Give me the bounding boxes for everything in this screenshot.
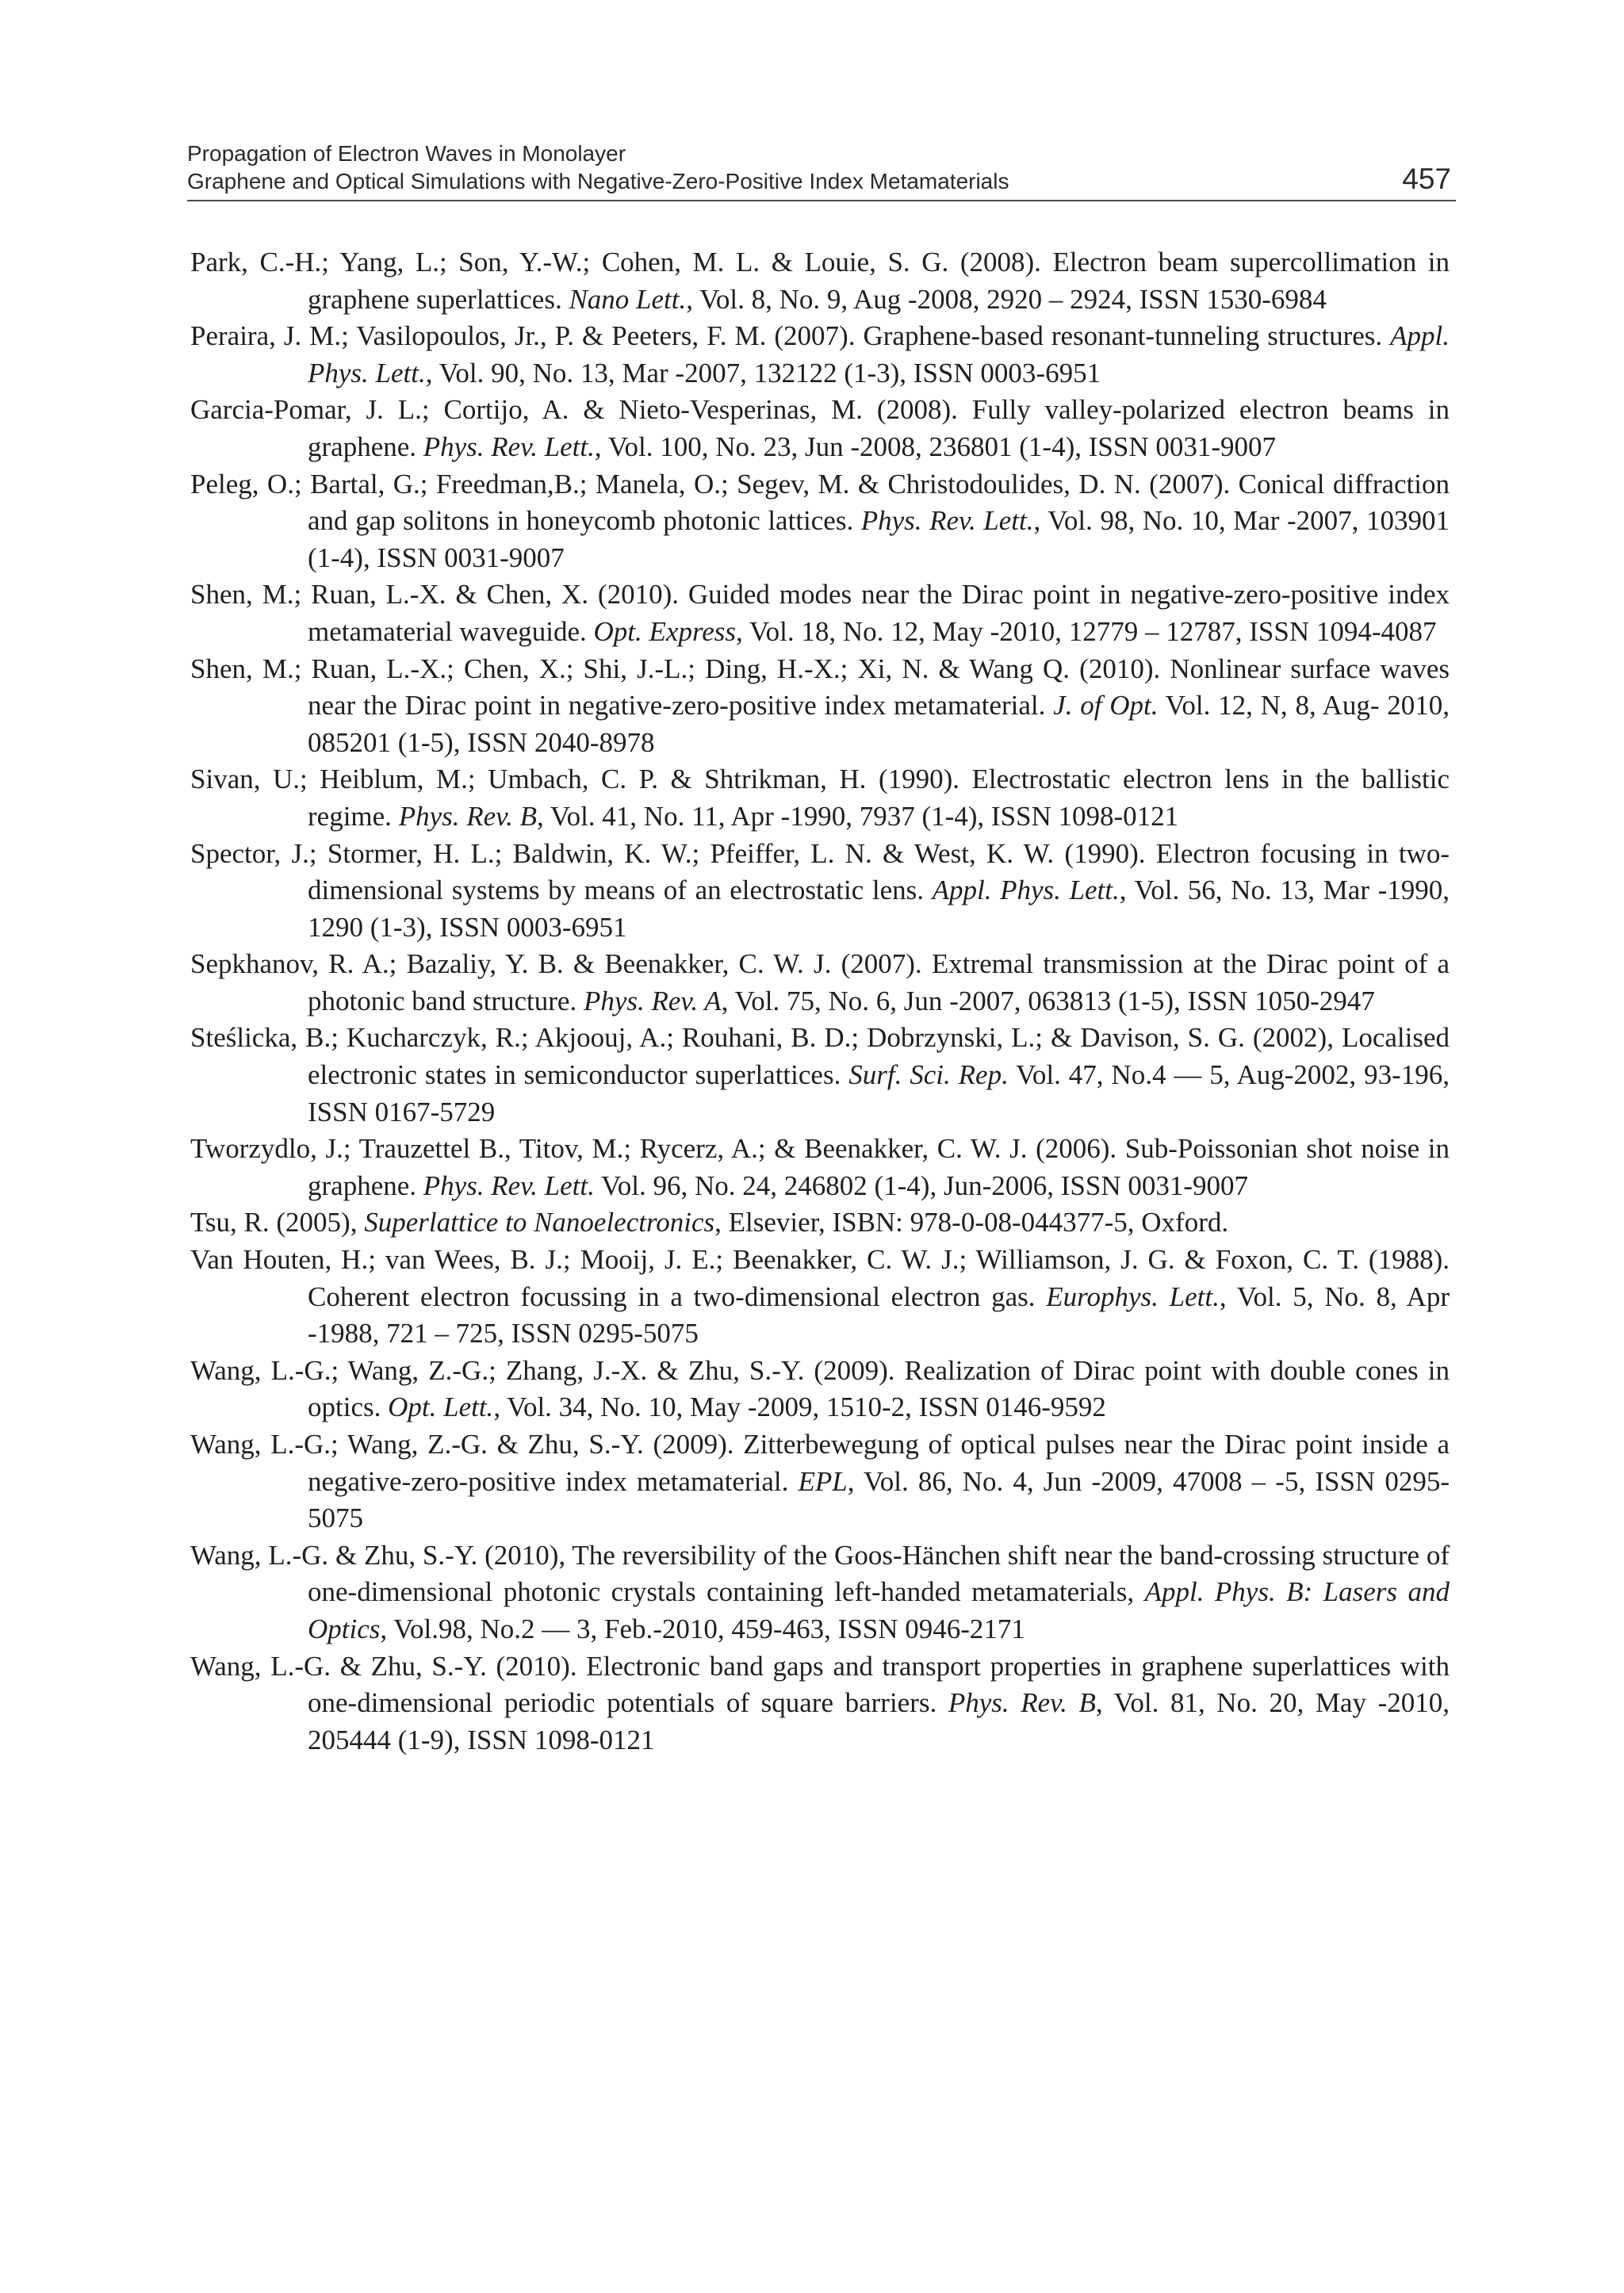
reference-journal: J. of Opt.: [1053, 690, 1159, 722]
reference-entry: [190, 466, 1450, 577]
reference-journal: Nano Lett.: [569, 283, 687, 315]
reference-text: Wang, L.-G.; Wang, Z.-G. & Zhu, S.-Y. (2009). Zitterbewegung of optical pulses near the Dirac point inside a negative-zero-positive index metamaterial.: [190, 1429, 1450, 1497]
reference-entry: [190, 1020, 1450, 1131]
reference-text: Sivan, U.; Heiblum, M.; Umbach, C. P. & Shtrikman, H. (1990). Electrostatic electron lens in the ballistic regime.: [190, 764, 1450, 832]
reference-text: Garcia-Pomar, J. L.; Cortijo, A. & Nieto-Vesperinas, M. (2008). Fully valley-polarized electron beams in graphene.: [190, 394, 1450, 462]
reference-details: , Vol. 81, No. 20, May -2010, 205444 (1-9), ISSN 1098-0121: [308, 1687, 1450, 1755]
reference-details: , Vol. 86, No. 4, Jun -2009, 47008 – -5, ISSN 0295-5075: [308, 1465, 1450, 1534]
reference-text: Tworzydlo, J.; Trauzettel B., Titov, M.; Rycerz, A.; & Beenakker, C. W. J. (2006). Sub-Poissonian shot noise in graphene.: [190, 1133, 1450, 1201]
reference-details: , Vol. 56, No. 13, Mar -1990, 1290 (1-3), ISSN 0003-6951: [308, 875, 1450, 943]
reference-entry: [190, 836, 1450, 947]
running-title-line-1: Propagation of Electron Waves in Monolayer: [187, 141, 626, 166]
reference-entry: [190, 946, 1450, 1020]
reference-journal: Surf. Sci. Rep.: [848, 1059, 1009, 1091]
reference-journal: Phys. Rev. A: [583, 985, 722, 1016]
reference-details: Vol. 12, N, 8, Aug- 2010, 085201 (1-5), ISSN 2040-8978: [308, 690, 1450, 758]
reference-journal: Phys. Rev. B: [398, 800, 537, 832]
reference-journal: Superlattice to Nanoelectronics: [364, 1207, 715, 1238]
reference-text: Shen, M.; Ruan, L.-X. & Chen, X. (2010). Guided modes near the Dirac point in negative-zero-positive index metamaterial waveguide.: [190, 579, 1450, 647]
reference-entry: [190, 318, 1450, 392]
reference-journal: Opt. Express: [593, 615, 737, 647]
reference-journal: Opt. Lett.: [388, 1391, 494, 1423]
reference-text: Shen, M.; Ruan, L.-X.; Chen, X.; Shi, J.-L.; Ding, H.-X.; Xi, N. & Wang Q. (2010). Nonlinear surface waves near the Dirac point in negative-zero-positive index metamaterial.: [190, 653, 1450, 722]
reference-details: , Vol. 100, No. 23, Jun -2008, 236801 (1-4), ISSN 0031-9007: [594, 431, 1276, 462]
reference-text: Wang, L.-G.; Wang, Z.-G.; Zhang, J.-X. & Zhu, S.-Y. (2009). Realization of Dirac point with double cones in optics.: [190, 1354, 1450, 1423]
reference-text: Sepkhanov, R. A.; Bazaliy, Y. B. & Beenakker, C. W. J. (2007). Extremal transmission at the Dirac point of a photonic band structure.: [190, 948, 1450, 1016]
page-number: 457: [1402, 163, 1451, 195]
reference-text: Wang, L.-G. & Zhu, S.-Y. (2010). Electronic band gaps and transport properties in graphene superlattices with one-dimensional periodic potentials of square barriers.: [190, 1650, 1450, 1719]
reference-entry: [190, 392, 1450, 465]
reference-journal: Appl. Phys. Lett.: [932, 875, 1120, 906]
reference-journal: Phys. Rev. Lett.: [423, 431, 595, 462]
reference-text: Tsu, R. (2005),: [190, 1207, 365, 1238]
reference-list: [190, 244, 1450, 1759]
reference-details: , Vol.98, No.2 — 3, Feb.-2010, 459-463, ISSN 0946-2171: [380, 1613, 1025, 1644]
reference-details: , Elsevier, ISBN: 978-0-08-044377-5, Oxford.: [714, 1207, 1229, 1238]
reference-entry: [190, 1648, 1450, 1759]
reference-journal: Europhys. Lett.: [1046, 1280, 1220, 1312]
reference-journal: Phys. Rev. Lett.: [860, 505, 1034, 537]
reference-entry: [190, 1426, 1450, 1537]
reference-text: Peleg, O.; Bartal, G.; Freedman,B.; Manela, O.; Segev, M. & Christodoulides, D. N. (2007). Conical diffraction and gap solitons in honeycomb photonic lattices.: [190, 468, 1450, 537]
reference-details: Vol. 96, No. 24, 246802 (1-4), Jun-2006, ISSN 0031-9007: [594, 1169, 1248, 1201]
reference-text: Spector, J.; Stormer, H. L.; Baldwin, K. W.; Pfeiffer, L. N. & West, K. W. (1990). Electron focusing in two-dimensional systems by means of an electrostatic lens.: [190, 837, 1450, 906]
reference-text: Park, C.-H.; Yang, L.; Son, Y.-W.; Cohen, M. L. & Louie, S. G. (2008). Electron beam supercollimation in graphene superlattices.: [190, 247, 1450, 315]
reference-text: Peraira, J. M.; Vasilopoulos, Jr., P. & Peeters, F. M. (2007). Graphene-based resonant-tunneling structures.: [190, 320, 1391, 352]
reference-entry: [190, 761, 1450, 835]
reference-details: , Vol. 41, No. 11, Apr -1990, 7937 (1-4), ISSN 1098-0121: [536, 800, 1179, 832]
reference-entry: [190, 1242, 1450, 1353]
reference-details: , Vol. 5, No. 8, Apr -1988, 721 – 725, ISSN 0295-5075: [308, 1280, 1450, 1349]
reference-details: , Vol. 75, No. 6, Jun -2007, 063813 (1-5), ISSN 1050-2947: [721, 985, 1375, 1016]
reference-journal: EPL: [798, 1465, 848, 1497]
reference-entry: [190, 1353, 1450, 1426]
reference-entry: [190, 1131, 1450, 1204]
reference-details: , Vol. 18, No. 12, May -2010, 12779 – 12787, ISSN 1094-4087: [736, 615, 1437, 647]
reference-details: Vol. 47, No.4 — 5, Aug-2002, 93-196, ISSN 0167-5729: [308, 1059, 1450, 1127]
reference-journal: Appl. Phys. B: Lasers and Optics: [308, 1576, 1450, 1644]
running-header: [187, 140, 1456, 201]
reference-journal: Phys. Rev. B: [948, 1687, 1096, 1719]
reference-details: , Vol. 90, No. 13, Mar -2007, 132122 (1-3), ISSN 0003-6951: [425, 357, 1101, 389]
reference-journal: Appl. Phys. Lett.: [308, 320, 1450, 389]
reference-text: Steślicka, B.; Kucharczyk, R.; Akjoouj, A.; Rouhani, B. D.; Dobrzynski, L.; & Davison, S. G. (2002), Localised electronic states in semiconductor superlattices.: [190, 1022, 1450, 1091]
reference-details: , Vol. 8, No. 9, Aug -2008, 2920 – 2924, ISSN 1530-6984: [686, 283, 1327, 315]
reference-journal: Phys. Rev. Lett.: [423, 1169, 595, 1201]
reference-text: Wang, L.-G. & Zhu, S.-Y. (2010), The reversibility of the Goos-Hänchen shift near the band-crossing structure of one-dimensional photonic crystals containing left-handed metamaterials,: [190, 1539, 1450, 1608]
running-title-line-2: Graphene and Optical Simulations with Negative-Zero-Positive Index Metamaterials: [187, 169, 1009, 193]
reference-text: Van Houten, H.; van Wees, B. J.; Mooij, J. E.; Beenakker, C. W. J.; Williamson, J. G. & Foxon, C. T. (1988). Coherent electron focussing in a two-dimensional electron gas.: [190, 1244, 1450, 1312]
reference-entry: [190, 1537, 1450, 1648]
reference-entry: [190, 651, 1450, 762]
reference-details: , Vol. 34, No. 10, May -2009, 1510-2, ISSN 0146-9592: [493, 1391, 1106, 1423]
reference-entry: [190, 576, 1450, 650]
reference-details: , Vol. 98, No. 10, Mar -2007, 103901 (1-4), ISSN 0031-9007: [308, 505, 1450, 573]
reference-entry: [190, 244, 1450, 318]
reference-entry: [190, 1204, 1450, 1242]
